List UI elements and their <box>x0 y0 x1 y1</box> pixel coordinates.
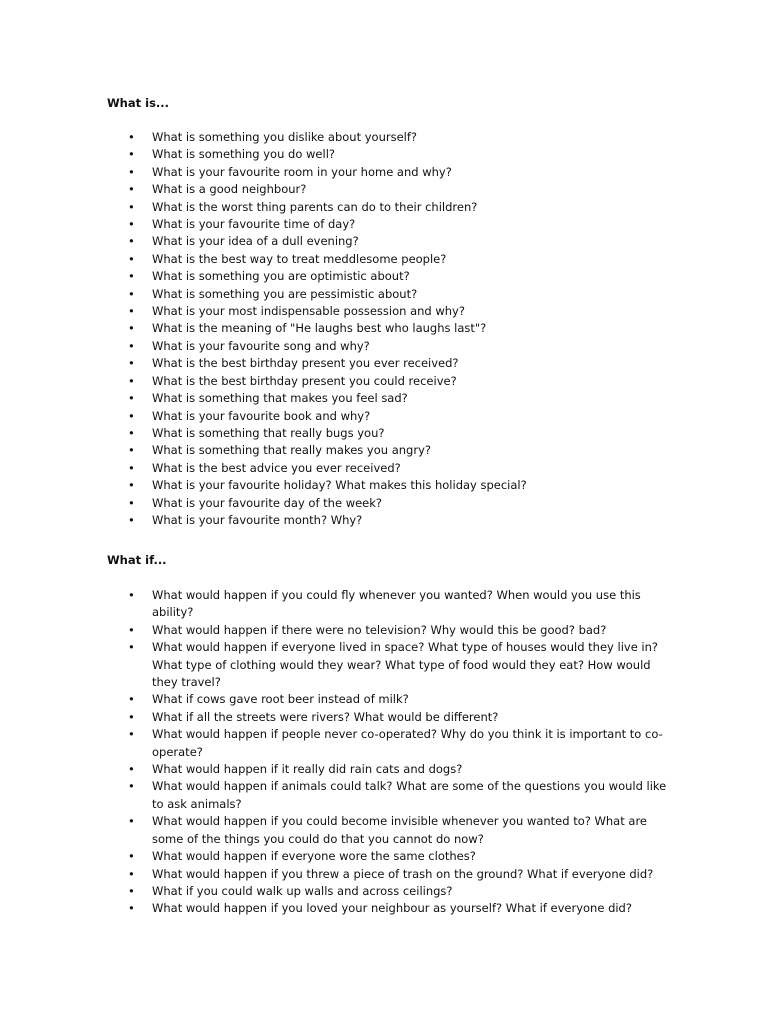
list-item-text: • What is something you are optimistic about? <box>152 269 410 284</box>
list-item-text: • What would happen if everyone wore the same clothes? <box>152 849 476 864</box>
list-item-text: • What is your favourite time of day? <box>152 217 356 232</box>
list-item <box>0 813 664 848</box>
list-item <box>0 761 664 778</box>
list-item <box>0 199 664 216</box>
section-heading-what-if: What if... <box>107 553 167 567</box>
list-item-text: • What is something that really bugs you? <box>152 425 385 440</box>
list-item-text: • What is a good neighbour? <box>152 182 307 197</box>
list-item-text: • What is the best way to treat meddlesome people? <box>152 251 447 266</box>
list-item <box>0 639 664 691</box>
list-item <box>0 691 664 708</box>
list-item <box>0 216 664 233</box>
list-item-text: • What is the meaning of "He laughs best who laughs last"? <box>152 321 487 336</box>
list-item-text: • What is your most indispensable possession and why? <box>152 304 465 319</box>
list-item-text: • What would happen if you could become invisible whenever you wanted to? What are <box>152 814 647 829</box>
list-item <box>0 460 664 477</box>
list-item <box>0 709 664 726</box>
list-item <box>0 408 664 425</box>
list-item <box>0 900 664 917</box>
list-item <box>0 587 664 622</box>
list-item-text: • What is your idea of a dull evening? <box>152 234 359 249</box>
list-item-text: • What is your favourite holiday? What makes this holiday special? <box>152 478 527 493</box>
list-item <box>0 338 664 355</box>
list-item-text: • What is the best birthday present you could receive? <box>152 373 457 388</box>
list-item <box>0 622 664 639</box>
list-item <box>0 442 664 459</box>
list-item-text: to ask animals? <box>152 796 242 811</box>
list-item-text: • What would happen if there were no television? Why would this be good? bad? <box>152 622 607 637</box>
list-item-text: operate? <box>152 744 203 759</box>
list-item-text: • What would happen if you threw a piece of trash on the ground? What if everyone did? <box>152 866 654 881</box>
list-item <box>0 320 664 337</box>
question-list-what-if <box>0 587 667 918</box>
list-item <box>0 303 664 320</box>
list-item <box>0 355 664 372</box>
list-item-text: • What is something you are pessimistic about? <box>152 286 418 301</box>
list-item <box>0 883 664 900</box>
list-item <box>0 512 664 529</box>
list-item <box>0 233 664 250</box>
list-item <box>0 268 664 285</box>
list-item-text: some of the things you could do that you cannot do now? <box>152 831 484 846</box>
list-item-text: • What would happen if animals could talk? What are some of the questions you would like <box>152 779 667 794</box>
list-item-text: they travel? <box>152 675 221 690</box>
list-item-text: • What is the worst thing parents can do to their children? <box>152 199 478 214</box>
list-item <box>0 848 664 865</box>
list-item-text: • What would happen if it really did rain cats and dogs? <box>152 762 463 777</box>
list-item <box>0 726 664 761</box>
list-item <box>0 181 664 198</box>
list-item-text: • What is your favourite day of the week? <box>152 495 383 510</box>
list-item <box>0 425 664 442</box>
list-item <box>0 866 664 883</box>
list-item-text: • What if you could walk up walls and across ceilings? <box>152 883 453 898</box>
list-item-text: • What is your favourite room in your home and why? <box>152 164 452 179</box>
list-item <box>0 373 664 390</box>
list-item-text: • What would happen if people never co-operated? Why do you think it is important to co- <box>152 727 663 742</box>
section-heading-what-is: What is... <box>107 96 170 110</box>
list-item <box>0 286 664 303</box>
list-item <box>0 146 664 163</box>
list-item-text: What type of clothing would they wear? What type of food would they eat? How would <box>152 657 651 672</box>
list-item <box>0 495 664 512</box>
list-item-text: • What is something you dislike about yourself? <box>152 130 418 144</box>
list-item <box>0 251 664 268</box>
list-item-text: • What would happen if you could fly whenever you wanted? When would you use this <box>152 588 641 602</box>
list-item <box>0 390 664 407</box>
list-item-text: • What is something you do well? <box>152 147 336 162</box>
list-item-text: • What would happen if everyone lived in space? What type of houses would they live in? <box>152 640 659 655</box>
list-item-text: • What is the best birthday present you ever received? <box>152 356 459 371</box>
list-item-text: • What would happen if you loved your neighbour as yourself? What if everyone did? <box>152 901 632 916</box>
question-list-what-is <box>0 129 664 529</box>
list-item-text: • What is your favourite book and why? <box>152 408 371 423</box>
list-item <box>0 778 667 813</box>
list-item-text: • What is something that really makes you angry? <box>152 443 431 458</box>
list-item-text: • What if all the streets were rivers? What would be different? <box>152 709 499 724</box>
list-item <box>0 477 664 494</box>
list-item-text: • What is your favourite song and why? <box>152 338 370 353</box>
list-item <box>0 164 664 181</box>
list-item-text: • What is your favourite month? Why? <box>152 512 363 527</box>
list-item-text: • What if cows gave root beer instead of milk? <box>152 692 409 707</box>
list-item-text: ability? <box>152 605 194 620</box>
list-item-text: • What is the best advice you ever received? <box>152 460 401 475</box>
list-item <box>0 129 664 146</box>
list-item-text: • What is something that makes you feel sad? <box>152 391 408 406</box>
